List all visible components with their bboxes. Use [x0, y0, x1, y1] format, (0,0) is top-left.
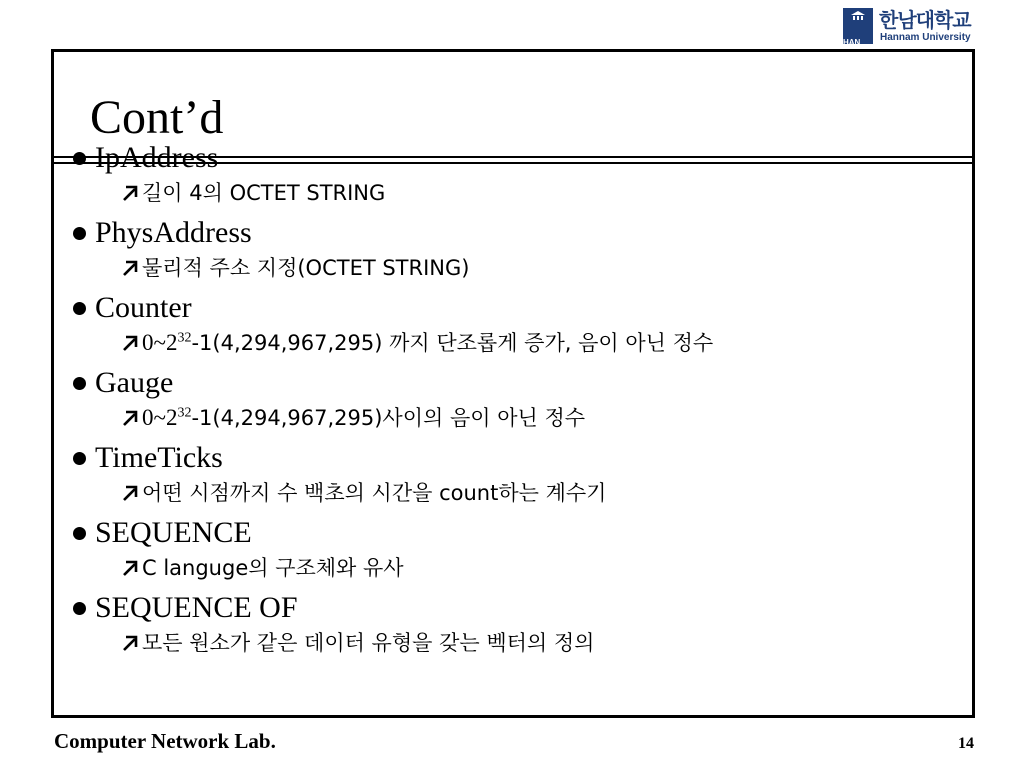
arrow-up-right-icon	[120, 633, 140, 653]
list-item	[71, 364, 891, 439]
arrow-up-right-icon	[120, 183, 140, 203]
range-remainder: -1(4,294,967,295)사이의 음이 아닌 정수	[191, 406, 586, 430]
item-label: IpAddress	[95, 141, 219, 174]
list-item	[71, 214, 891, 289]
range-base: 0~2	[142, 330, 178, 355]
item-label: TimeTicks	[95, 441, 223, 474]
university-name: 한남대학교	[879, 8, 971, 32]
item-label: SEQUENCE OF	[95, 591, 298, 624]
item-description	[142, 327, 713, 359]
range-remainder: -1(4,294,967,295) 까지 단조롭게 증가, 음이 아닌 정수	[191, 331, 714, 355]
bullet-icon	[73, 227, 86, 240]
bullet-icon	[73, 602, 86, 615]
emblem-text-2: NAM	[892, 43, 911, 53]
item-description: 어떤 시점까지 수 백초의 시간을 count하는 계수기	[142, 481, 607, 505]
arrow-up-right-icon	[120, 333, 140, 353]
list-item	[71, 589, 891, 664]
range-exponent: 32	[177, 330, 192, 346]
bullet-icon	[73, 452, 86, 465]
list-item	[71, 139, 891, 214]
item-label: PhysAddress	[95, 216, 252, 249]
arrow-up-right-icon	[120, 258, 140, 278]
university-name-english: Hannam University	[880, 32, 971, 43]
university-logo	[843, 8, 983, 53]
bullet-icon	[73, 377, 86, 390]
bullet-icon	[73, 152, 86, 165]
item-description: C languge의 구조체와 유사	[142, 556, 404, 580]
page-number: 14	[958, 735, 974, 752]
list-item	[71, 514, 891, 589]
bullet-icon	[73, 302, 86, 315]
arrow-up-right-icon	[120, 558, 140, 578]
bullet-icon	[73, 527, 86, 540]
list-item	[71, 289, 891, 364]
emblem-text-1: HAN	[843, 37, 861, 47]
item-description	[142, 402, 585, 434]
item-description: 모든 원소가 같은 데이터 유형을 갖는 벡터의 정의	[142, 631, 595, 655]
building-icon	[851, 11, 865, 21]
item-label: Gauge	[95, 366, 174, 399]
range-exponent: 32	[177, 405, 192, 421]
item-label: SEQUENCE	[95, 516, 252, 549]
item-label: Counter	[95, 291, 192, 324]
arrow-up-right-icon	[120, 483, 140, 503]
university-emblem-icon	[843, 8, 911, 53]
list-item	[71, 439, 891, 514]
item-description: 물리적 주소 지정(OCTET STRING)	[142, 256, 470, 280]
footer-lab-name: Computer Network Lab.	[54, 729, 276, 753]
slide-title: Cont’d	[90, 91, 224, 144]
arrow-up-right-icon	[120, 408, 140, 428]
slide-content	[71, 139, 891, 664]
item-description: 길이 4의 OCTET STRING	[142, 181, 386, 205]
range-base: 0~2	[142, 405, 178, 430]
